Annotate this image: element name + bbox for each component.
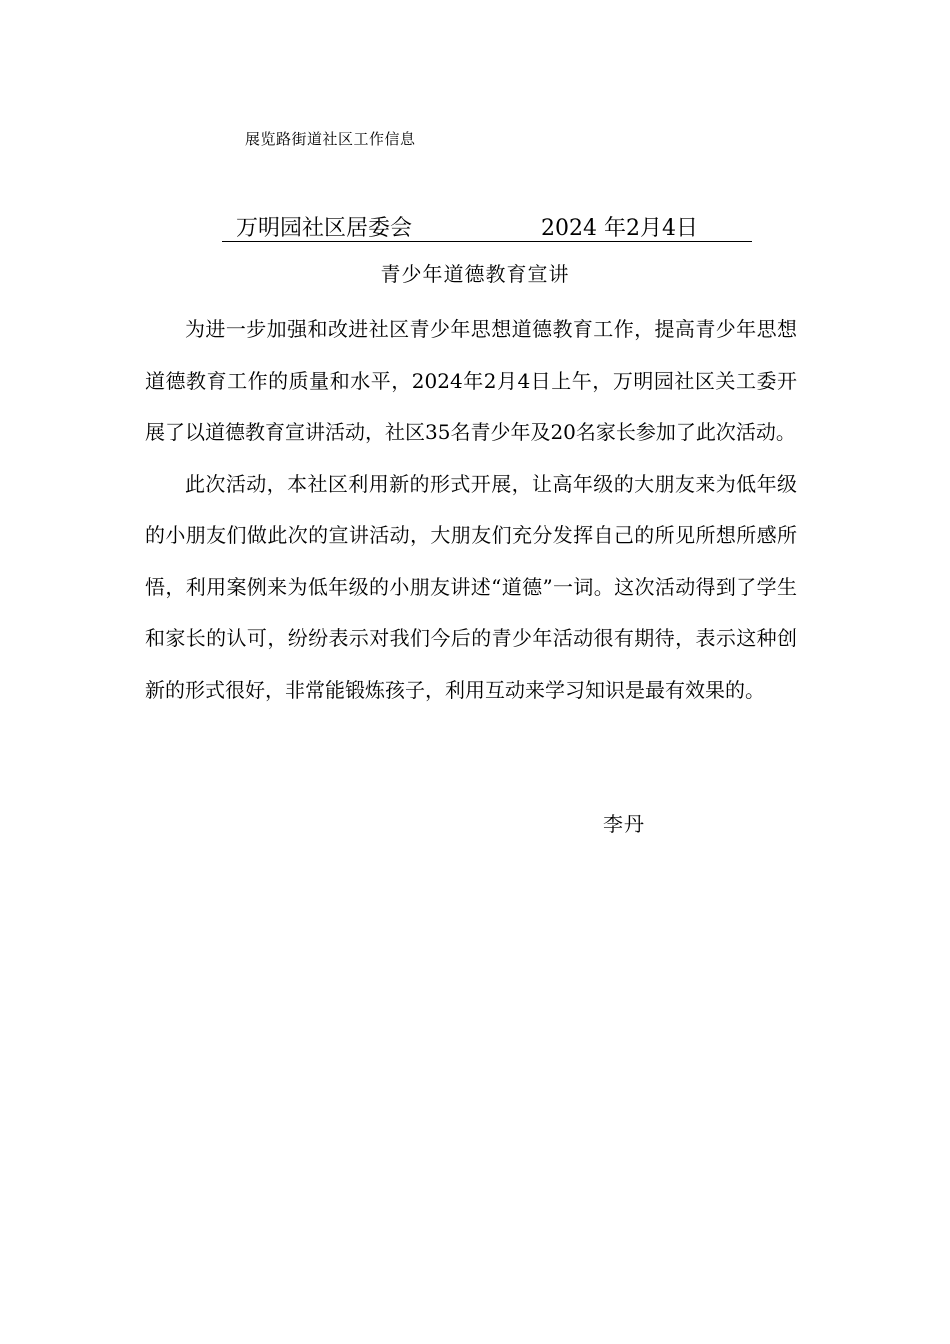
document-date: 2024 年2月4日 — [541, 216, 698, 241]
organization-name: 万明园社区居委会 — [236, 216, 413, 241]
body-paragraph: 为进一步加强和改进社区青少年思想道德教育工作，提高青少年思想道德教育工作的质量和水平，2024年2月4日上午，万明园社区关工委开展了以道德教育宣讲活动，社区35名青少年及20名家长参加了此次活动。 — [145, 317, 797, 444]
document-title: 青少年道德教育宣讲 — [380, 262, 570, 286]
body-paragraph: 此次活动，本社区利用新的形式开展，让高年级的大朋友来为低年级的小朋友们做此次的宣讲活动，大朋友们充分发挥自己的所见所想所感所悟，利用案例来为低年级的小朋友讲述“道德”一词。这次活动得到了学生和家长的认可，纷纷表示对我们今后的青少年活动很有期待，表示这种创新的形式很好，非常能锻炼孩子，利用互动来学习知识是最有效果的。 — [145, 471, 797, 702]
signature: 李丹 — [603, 812, 645, 836]
document-body — [145, 304, 797, 716]
org-date-line — [222, 209, 752, 242]
header-info: 展览路街道社区工作信息 — [245, 130, 416, 148]
